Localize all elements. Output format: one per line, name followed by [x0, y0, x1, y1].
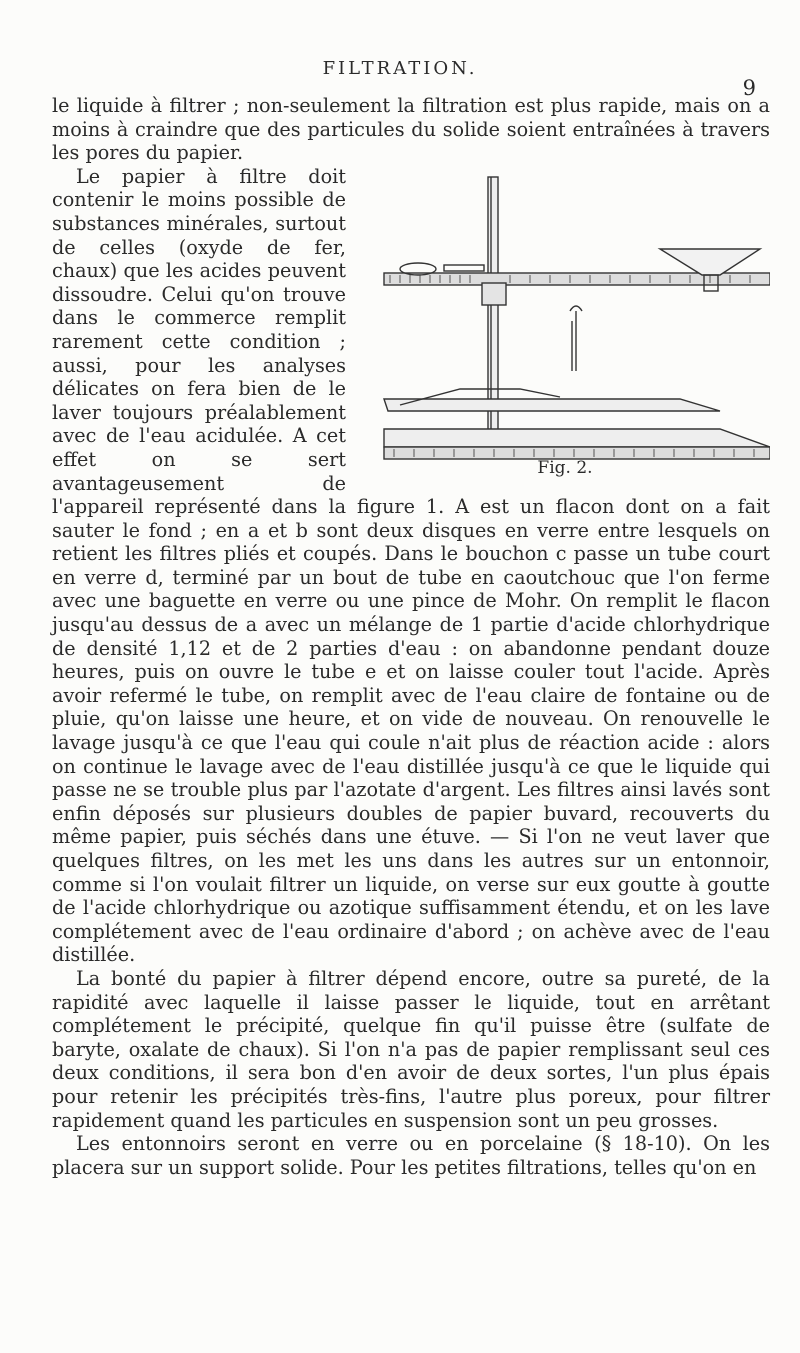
figure-caption: Fig. 2. [537, 457, 593, 478]
figure-2 [360, 171, 770, 476]
page-header [0, 58, 800, 100]
paragraph-3: La bonté du papier à filtrer dépend encore, outre sa pureté, de la rapidité avec laquelle il laisse passer le liquide, tout en arrêtant complétement le précipité, quelque fin qu'il puisse être (sulfate de baryte, oxalate de chaux). Si l'on n'a pas de papier remplissant seul ces deux conditions, il sera bon d'en avoir de deux sortes, l'un plus épais pour retenir les précipités très-fins, l'autre plus poreux, pour filtrer rapidement quand les particules en suspension sont un peu grosses. [52, 966, 770, 1132]
filter-stand-illustration [360, 171, 770, 461]
body-text [52, 94, 770, 1179]
paragraph-4: Les entonnoirs seront en verre ou en porcelaine (§ 18-10). On les placera sur un support solide. Pour les petites filtrations, telles qu'on en [52, 1132, 770, 1179]
paragraph-1: le liquide à filtrer ; non-seulement la filtration est plus rapide, mais on a moins à craindre que des particules du solide soient entraînées à travers les pores du papier. [52, 94, 770, 165]
paragraph-2: Le papier à filtre doit contenir le moins possible de substances minérales, surtout de celles (oxyde de fer, chaux) que les acides peuvent dissoudre. Celui qu'on trouve dans le commerce remplit rarement cette condition ; aussi, pour les analyses délicates on fera bien de le laver toujours préalablement avec de l'eau acidulée. A cet effet on se sert avantageusement de l'appareil représenté dans la figure 1. A est un flacon dont on a fait sauter le fond ; en a et b sont deux disques en verre entre lesquels on retient les filtres pliés et coupés. Dans le bouchon c passe un tube court en verre d, terminé par un bout de tube en caoutchouc que l'on ferme avec une baguette en verre ou une pince de Mohr. On remplit le flacon jusqu'au dessus de a avec un mélange de 1 partie d'acide chlorhydrique de densité 1,12 et de 2 parties d'eau : on abandonne pendant douze heures, puis on ouvre le tube e et on laisse couler tout l'acide. Après avoir refermé le tube, on remplit avec de l'eau claire de fontaine ou de pluie, qu'on laisse une heure, et on vide de nouveau. On renouvelle le lavage jusqu'à ce que l'eau qui coule n'ait plus de réaction acide : alors on continue le lavage avec de l'eau distillée jusqu'à ce que le liquide qui passe ne se trouble plus par l'azotate d'argent. Les filtres ainsi lavés sont enfin déposés sur plusieurs doubles de papier buvard, recouverts du même papier, puis séchés dans une étuve. — Si l'on ne veut laver que quelques filtres, on les met les uns dans les autres sur un entonnoir, comme si l'on voulait filtrer un liquide, on verse sur eux goutte à goutte de l'acide chlorhydrique ou azotique suffisamment étendu, et on les lave complétement avec de l'eau ordinaire d'abord ; on achève avec de l'eau distillée. [52, 164, 770, 967]
running-title: FILTRATION. [322, 58, 478, 79]
page-number: 9 [742, 76, 756, 100]
